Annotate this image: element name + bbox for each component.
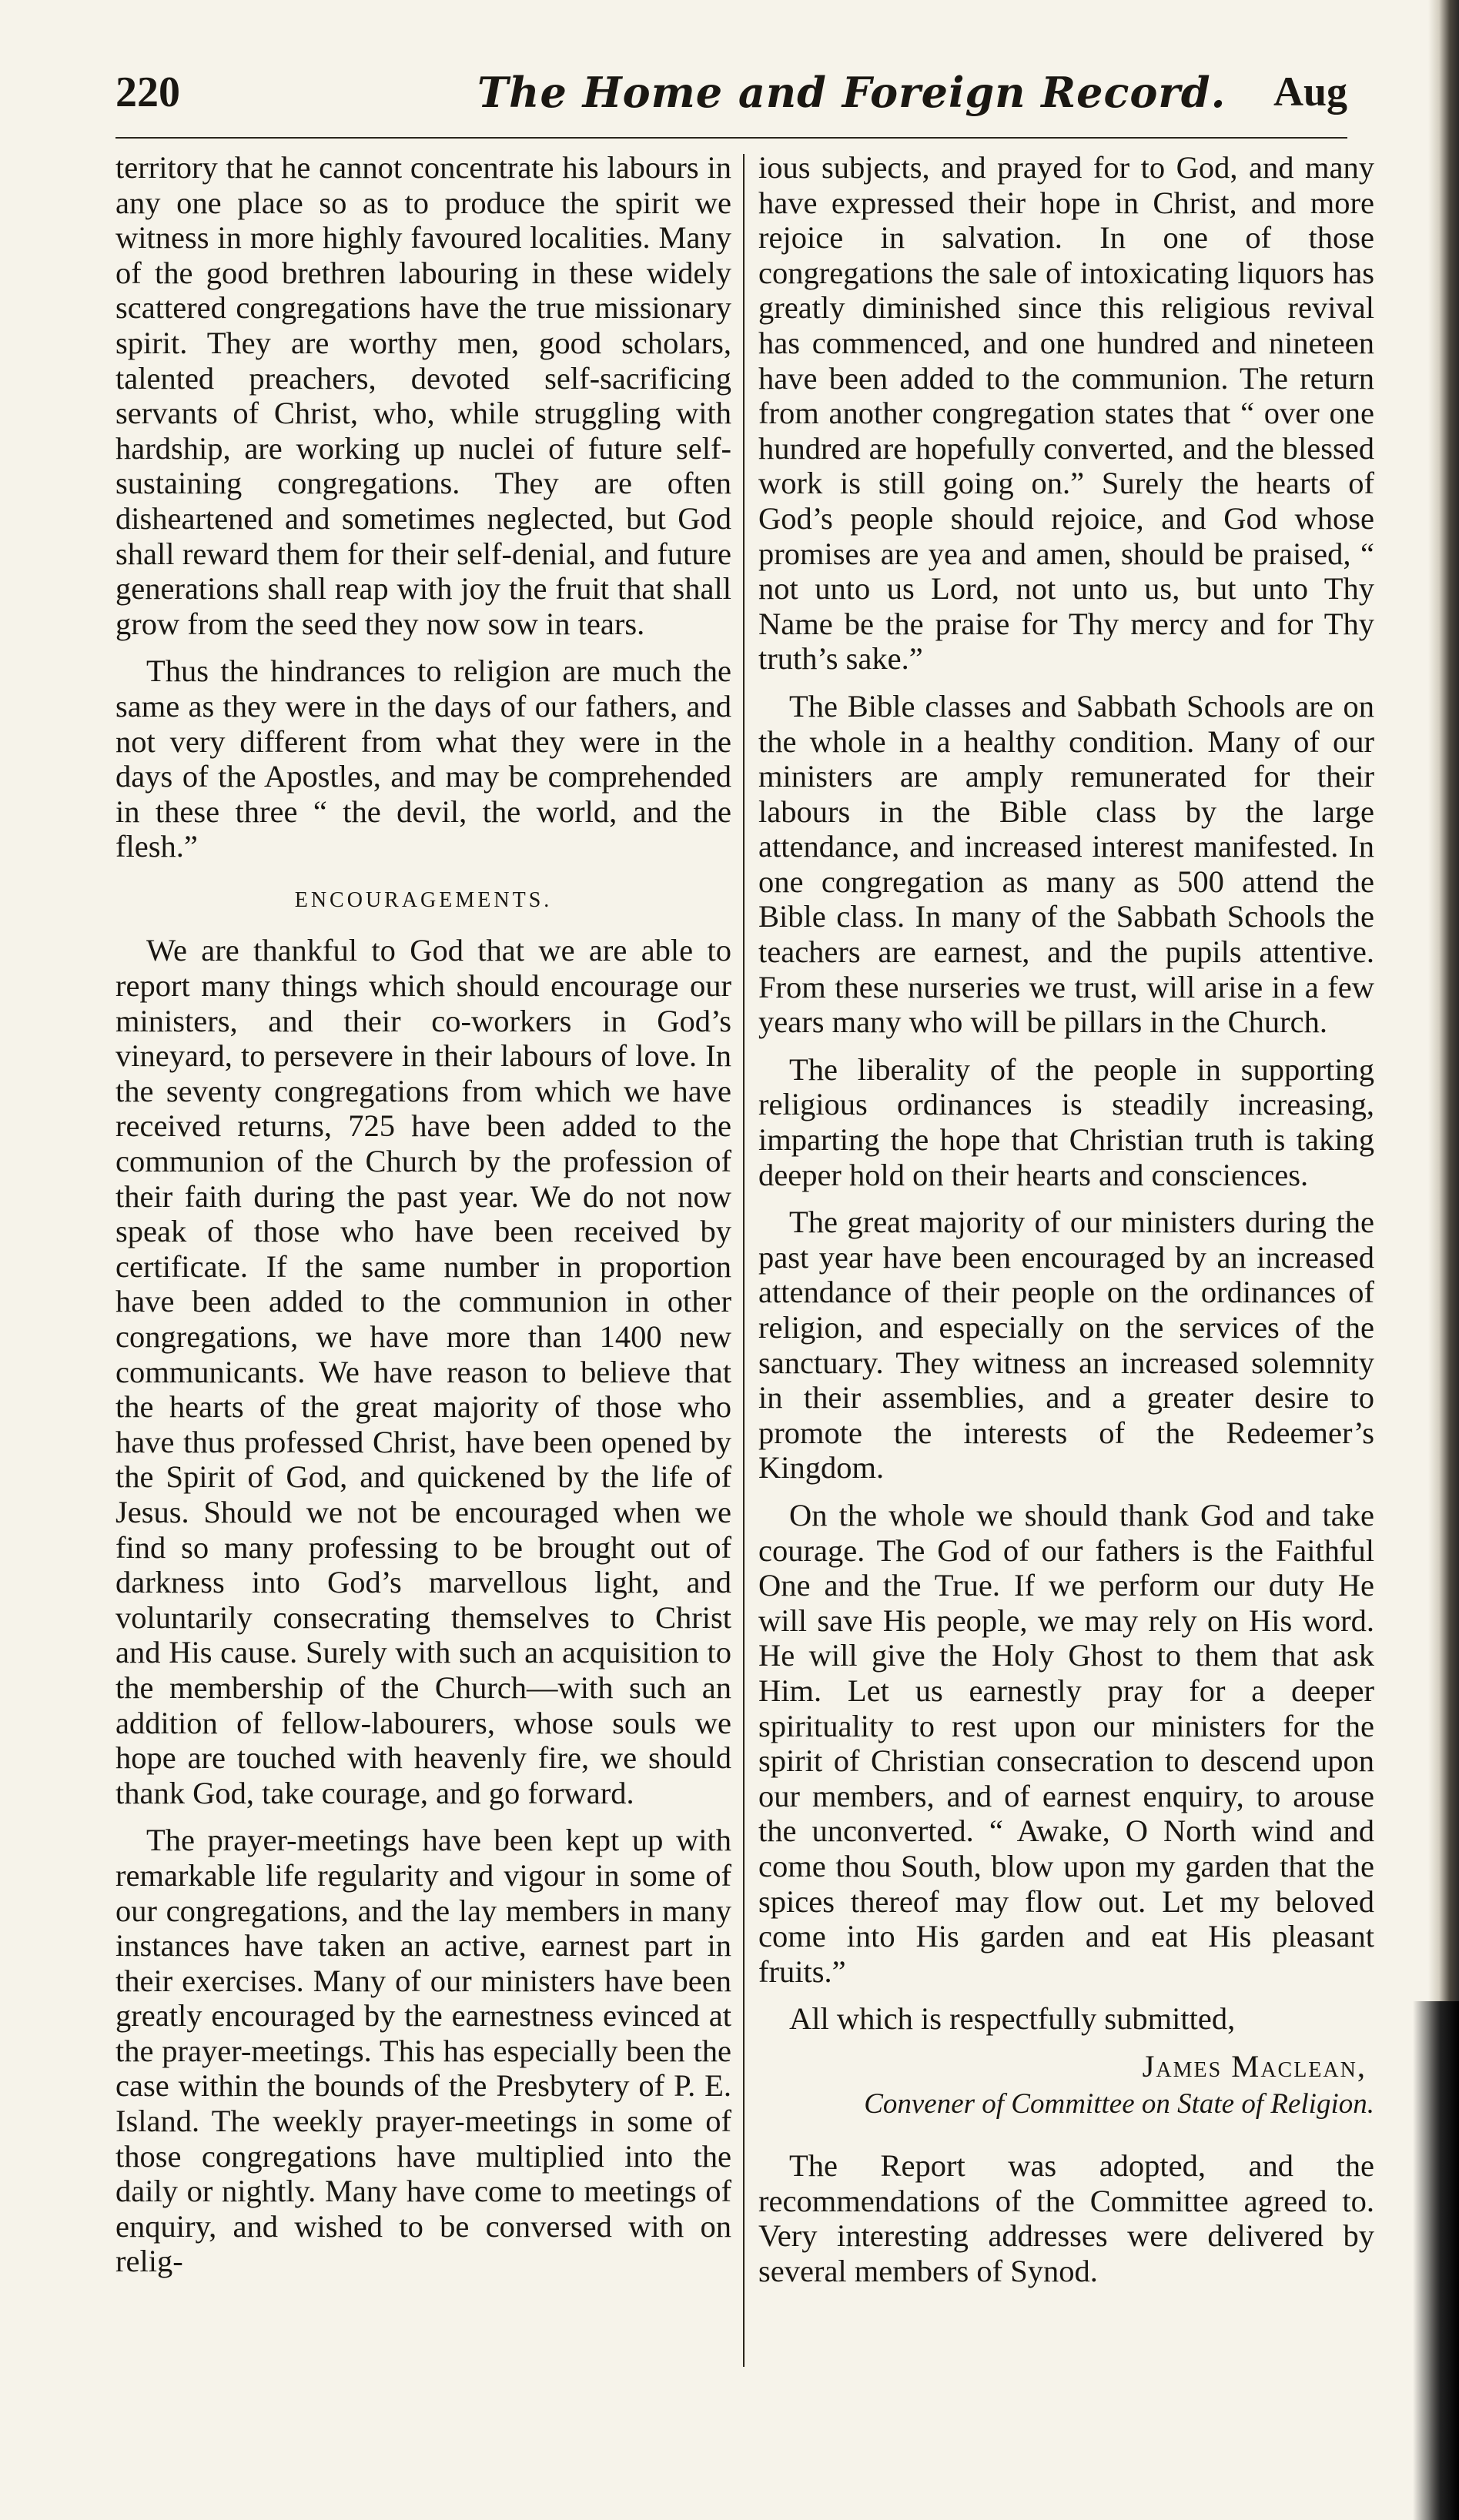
left-column (115, 150, 731, 2291)
page-number: 220 (115, 69, 180, 116)
paragraph: The Report was adopted, and the recommendations of the Committee agreed to. Very interesting addresses were delivered by several members of Synod. (758, 2148, 1374, 2288)
section-heading: ENCOURAGEMENTS. (294, 887, 553, 912)
signature-title: Convener of Committee on State of Religion. (864, 2088, 1374, 2121)
paragraph: territory that he cannot concentrate his labours in any one place so as to produce the spirit we witness in more highly favoured localities. Many of the good brethren labouring in these widely scattered congregations have the true missionary spirit. They are worthy men, good scholars, talented preachers, devoted self-sacrificing servants of Christ, who, while struggling with hardship, are working up nuclei of future self-sustaining congregations. They are often disheartened and sometimes neglected, but God shall reward them for their self-denial, and future generations shall reap with joy the fruit that shall grow from the seed they now sow in tears. (115, 150, 731, 641)
paragraph: All which is respectfully submitted, (789, 2001, 1236, 2037)
running-title: The Home and Foreign Record. (477, 68, 1226, 117)
paragraph: Thus the hindrances to religion are much the same as they were in the days of our fathers, and not very different from what they were in the days of the Apostles, and may be comprehended in these three “ the devil, the world, and the flesh.” (115, 653, 731, 864)
paragraph: The great majority of our ministers during the past year have been encouraged by an increased attendance of their people on the ordinances of religion, and especially on the services of the sanctuary. They witness an increased solemnity in their assemblies, and a greater desire to promote the interests of the Redeemer’s Kingdom. (758, 1205, 1374, 1486)
binding-shadow (1413, 2001, 1459, 2520)
header-rule (115, 137, 1347, 139)
paragraph: The prayer-meetings have been kept up with remarkable life regularity and vigour in some of our congregations, and the lay members in many instances have taken an active, earnest part in their exercises. Many of our ministers have been greatly encouraged by the earnestness evinced at the prayer-meetings. This has especially been the case within the bounds of the Presbytery of P. E. Island. The weekly prayer-meetings in some of those congregations have multiplied into the daily or nightly. Many have come to meetings of enquiry, and wished to be conversed with on relig- (115, 1823, 731, 2279)
page-header (115, 68, 1347, 137)
paragraph: ious subjects, and prayed for to God, and many have expressed their hope in Christ, and more rejoice in salvation. In one of those congregations the sale of intoxicating liquors has greatly diminished since this religious revival has commenced, and one hundred and nineteen have been added to the communion. The return from another congregation states that “ over one hundred are hopefully converted, and the blessed work is still going on.” Surely the hearts of God’s people should rejoice, and God whose promises are yea and amen, should be praised, “ not unto us Lord, not unto us, but unto Thy Name be the praise for Thy mercy and for Thy truth’s sake.” (758, 150, 1374, 677)
paragraph: On the whole we should thank God and take courage. The God of our fathers is the Faithful One and the True. If we perform our duty He will save His people, we may rely on His word. He will give the Holy Ghost to them that ask Him. Let us earnestly pray for a deeper spirituality to rest upon our ministers for the spirit of Christian consecration to descend upon our members, and of earnest enquiry, to arouse the unconverted. “ Awake, O North wind and come thou South, blow upon my garden that the spices thereof may flow out. Let my beloved come into His garden and eat His pleasant fruits.” (758, 1497, 1374, 1989)
paragraph: The liberality of the people in supporting religious ordinances is steadily increasing, imparting the hope that Christian truth is taking deeper hold on their hearts and consciences. (758, 1051, 1374, 1192)
running-month: Aug (1273, 69, 1347, 115)
column-divider (743, 154, 745, 2367)
paragraph: The Bible classes and Sabbath Schools are on the whole in a healthy condition. Many of our ministers are amply remunerated for their labours in the Bible class by the large attendance, and increased interest manifested. In one congregation as many as 500 attend the Bible class. In many of the Sabbath Schools the teachers are earnest, and the pupils attentive. From these nurseries we trust, will arise in a few years many who will be pillars in the Church. (758, 688, 1374, 1040)
signature-name: James Maclean, (1142, 2048, 1367, 2084)
right-column (758, 150, 1374, 2301)
paragraph: We are thankful to God that we are able to report many things which should encourage our ministers, and their co-workers in God’s vineyard, to persevere in their labours of love. In the seventy congregations from which we have received returns, 725 have been added to the communion of the Church by the profession of their faith during the past year. We do not now speak of those who have been received by certificate. If the same number in proportion have been added to the communion in other congregations, we have more than 1400 new communicants. We have reason to believe that the hearts of the great majority of those who have thus professed Christ, have been opened by the Spirit of God, and quickened by the life of Jesus. Should we not be encouraged when we find so many professing to be brought out of darkness into God’s marvellous light, and voluntarily consecrating themselves to Christ and His cause. Surely with such an acquisition to the membership of the Church—with such an addition of fellow-labourers, whose souls we hope are touched with heavenly fire, we should thank God, take courage, and go forward. (115, 933, 731, 1810)
